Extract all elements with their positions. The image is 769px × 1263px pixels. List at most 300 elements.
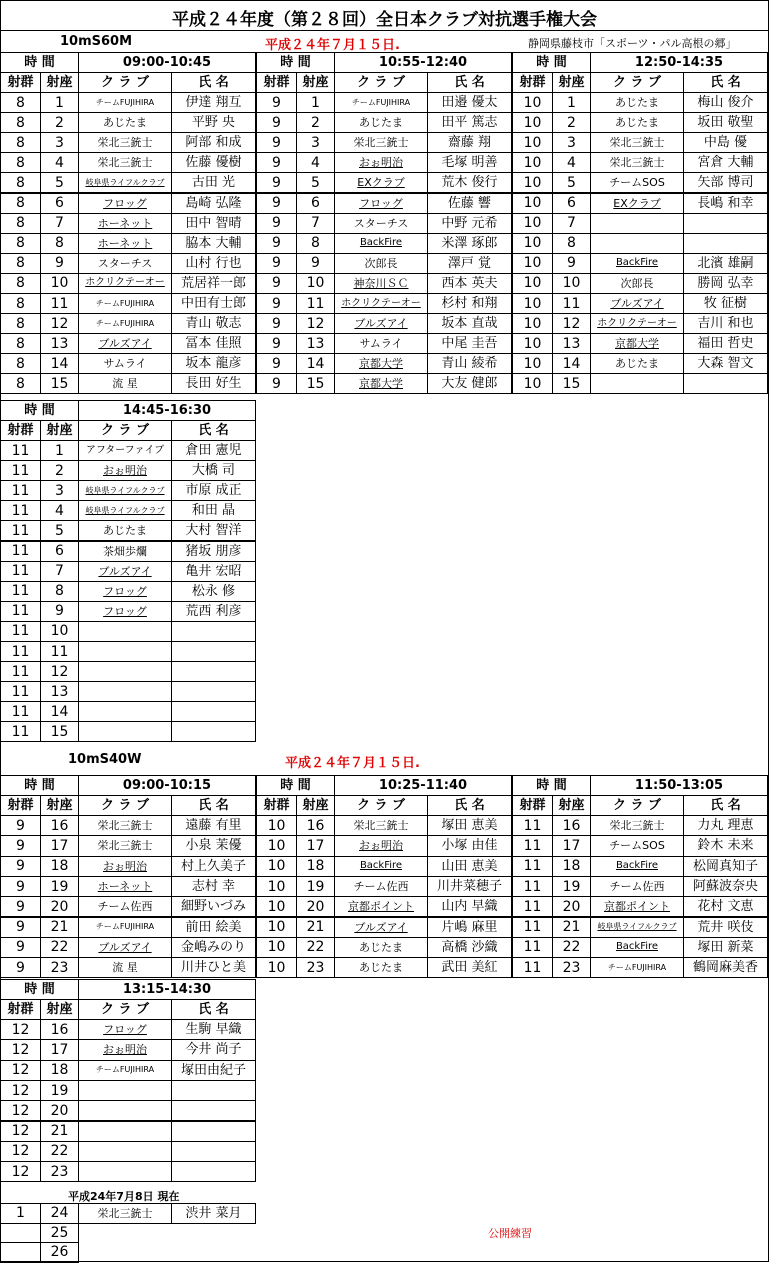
club-name: ホーネット xyxy=(78,233,172,254)
name-header: 氏 名 xyxy=(427,795,512,816)
club-name: 茶畑歩爛 xyxy=(78,541,172,562)
club-name: ブルズアイ xyxy=(78,937,172,958)
seat-number: 11 xyxy=(40,641,79,662)
athlete-name: 古田 光 xyxy=(171,172,256,193)
athlete-name: 金嶋みのり xyxy=(171,937,256,958)
seat-number: 8 xyxy=(552,233,591,254)
athlete-name: 冨本 佳照 xyxy=(171,333,256,354)
club-name xyxy=(78,1161,172,1182)
athlete-name: 米澤 琢郎 xyxy=(427,233,512,254)
club-name: 栄北三銃士 xyxy=(78,132,172,153)
athlete-name: 長田 好生 xyxy=(171,373,256,394)
seat-number: 16 xyxy=(40,1019,79,1040)
seat-number: 17 xyxy=(552,835,591,856)
group-number: 12 xyxy=(0,1039,41,1060)
time-label: 時 間 xyxy=(512,775,591,796)
seat-number: 24 xyxy=(40,1203,79,1224)
seat-number: 20 xyxy=(296,896,335,917)
club-name: ブルズアイ xyxy=(334,313,428,334)
group-number: 10 xyxy=(256,917,297,938)
group-number: 8 xyxy=(0,313,41,334)
group-number: 11 xyxy=(0,440,41,461)
group-header: 射群 xyxy=(0,795,41,816)
club-name: スターチス xyxy=(78,253,172,274)
seat-number: 3 xyxy=(552,132,591,153)
club-name: アフターファイブ xyxy=(78,440,172,461)
athlete-name: 荒居祥一郎 xyxy=(171,273,256,294)
group-number: 11 xyxy=(0,480,41,501)
athlete-name: 山田 恵美 xyxy=(427,856,512,877)
seat-number: 23 xyxy=(296,957,335,978)
time-slot-value: 14:45-16:30 xyxy=(78,400,256,421)
club-name: EXクラブ xyxy=(334,172,428,193)
club-name: ブルズアイ xyxy=(78,561,172,582)
athlete-name: 前田 絵美 xyxy=(171,917,256,938)
seat-number: 20 xyxy=(40,1100,79,1121)
group-number: 10 xyxy=(512,313,553,334)
seat-header: 射座 xyxy=(40,420,79,441)
athlete-name: 福田 哲史 xyxy=(683,333,768,354)
athlete-name: 塚田 新菜 xyxy=(683,937,768,958)
athlete-name: 塚田 恵美 xyxy=(427,815,512,836)
group-number: 8 xyxy=(0,193,41,214)
group-header: 射群 xyxy=(0,999,41,1020)
athlete-name: 遠藤 有里 xyxy=(171,815,256,836)
athlete-name xyxy=(171,701,256,722)
athlete-name: 志村 幸 xyxy=(171,876,256,897)
athlete-name xyxy=(171,621,256,642)
seat-number: 18 xyxy=(552,856,591,877)
club-name: サムライ xyxy=(78,353,172,374)
seat-number: 1 xyxy=(40,440,79,461)
athlete-name xyxy=(683,233,768,254)
name-header: 氏 名 xyxy=(171,999,256,1020)
athlete-name: 川井ひと美 xyxy=(171,957,256,978)
seat-number: 6 xyxy=(40,193,79,214)
time-label: 時 間 xyxy=(0,400,79,421)
group-number: 1 xyxy=(0,1203,41,1224)
club-name: 次郎長 xyxy=(334,253,428,274)
athlete-name: 阿部 和成 xyxy=(171,132,256,153)
group-number: 11 xyxy=(512,815,553,836)
group-number: 8 xyxy=(0,333,41,354)
group-number: 10 xyxy=(512,172,553,193)
club-name xyxy=(78,621,172,642)
seat-number: 5 xyxy=(552,172,591,193)
athlete-name: 倉田 憲児 xyxy=(171,440,256,461)
club-name: チーム佐西 xyxy=(590,876,684,897)
seat-header: 射座 xyxy=(40,795,79,816)
seat-number: 2 xyxy=(296,112,335,133)
seat-number: 16 xyxy=(296,815,335,836)
seat-number: 5 xyxy=(296,172,335,193)
seat-number: 3 xyxy=(296,132,335,153)
athlete-name: 島崎 弘隆 xyxy=(171,193,256,214)
athlete-name: 武田 美紅 xyxy=(427,957,512,978)
seat-header: 射座 xyxy=(552,795,591,816)
athlete-name: 大橋 司 xyxy=(171,460,256,481)
athlete-name: 吉川 和也 xyxy=(683,313,768,334)
group-number: 10 xyxy=(512,132,553,153)
club-name: おぉ明治 xyxy=(78,856,172,877)
seat-number: 14 xyxy=(296,353,335,374)
seat-number: 21 xyxy=(296,917,335,938)
club-name: フロッグ xyxy=(78,1019,172,1040)
club-name: フロッグ xyxy=(334,193,428,214)
club-name: チームFUJIHIRA xyxy=(78,293,172,314)
seat-number: 10 xyxy=(40,273,79,294)
club-name: 流 星 xyxy=(78,373,172,394)
club-name xyxy=(590,373,684,394)
group-number: 12 xyxy=(0,1100,41,1121)
group-number: 10 xyxy=(512,333,553,354)
club-name: 京都大学 xyxy=(334,353,428,374)
club-name: スターチス xyxy=(334,213,428,234)
group-number: 11 xyxy=(0,541,41,562)
club-name: フロッグ xyxy=(78,193,172,214)
group-number: 11 xyxy=(0,641,41,662)
club-name: チームFUJIHIRA xyxy=(78,1060,172,1081)
club-name: 京都大学 xyxy=(334,373,428,394)
seat-number: 8 xyxy=(40,581,79,602)
group-number: 9 xyxy=(0,917,41,938)
venue-text: 静岡県藤枝市「スポーツ・パル高根の郷」 xyxy=(528,37,737,50)
seat-number: 1 xyxy=(40,92,79,113)
club-header: ク ラ ブ xyxy=(78,999,172,1020)
seat-number: 10 xyxy=(40,621,79,642)
club-name: EXクラブ xyxy=(590,193,684,214)
club-name: あじたま xyxy=(334,112,428,133)
club-name: 栄北三銃士 xyxy=(590,152,684,173)
athlete-name xyxy=(171,1121,256,1142)
group-number: 10 xyxy=(256,937,297,958)
athlete-name: 山内 早織 xyxy=(427,896,512,917)
seat-number: 4 xyxy=(552,152,591,173)
seat-number: 25 xyxy=(40,1223,79,1244)
athlete-name xyxy=(171,641,256,662)
seat-number: 18 xyxy=(40,1060,79,1081)
athlete-name xyxy=(171,1080,256,1101)
seat-number: 12 xyxy=(296,313,335,334)
time-slot-value: 10:55-12:40 xyxy=(334,52,512,73)
athlete-name: 鶴岡麻美香 xyxy=(683,957,768,978)
club-name: 岐阜県ライフルクラブ xyxy=(78,480,172,501)
seat-number: 6 xyxy=(40,541,79,562)
athlete-name: 中野 元希 xyxy=(427,213,512,234)
seat-number: 9 xyxy=(40,253,79,274)
group-number: 11 xyxy=(0,561,41,582)
group-number: 11 xyxy=(512,835,553,856)
club-name: 岐阜県ライフルクラブ xyxy=(78,500,172,521)
time-label: 時 間 xyxy=(0,775,79,796)
event-date-men: 平成２４年７月１５日. xyxy=(265,38,400,53)
time-label: 時 間 xyxy=(256,52,335,73)
group-number: 10 xyxy=(256,835,297,856)
seat-number: 5 xyxy=(40,172,79,193)
group-number: 11 xyxy=(0,581,41,602)
athlete-name: 川井菜穂子 xyxy=(427,876,512,897)
group-number: 9 xyxy=(256,132,297,153)
athlete-name: 伊達 翔互 xyxy=(171,92,256,113)
athlete-name xyxy=(171,1161,256,1182)
title-divider xyxy=(0,30,769,31)
seat-header: 射座 xyxy=(296,72,335,93)
group-number: 11 xyxy=(0,721,41,742)
seat-number: 19 xyxy=(552,876,591,897)
seat-number: 12 xyxy=(40,661,79,682)
page-title: 平成２４年度（第２８回）全日本クラブ対抗選手権大会 xyxy=(172,10,597,30)
group-number: 9 xyxy=(256,333,297,354)
club-name: 京都大学 xyxy=(590,333,684,354)
group-number: 10 xyxy=(512,353,553,374)
club-name: BackFire xyxy=(590,253,684,274)
group-number: 10 xyxy=(512,293,553,314)
club-name xyxy=(78,641,172,662)
group-header: 射群 xyxy=(512,795,553,816)
club-name: フロッグ xyxy=(78,601,172,622)
group-header: 射群 xyxy=(256,795,297,816)
seat-number: 18 xyxy=(296,856,335,877)
group-number: 8 xyxy=(0,253,41,274)
athlete-name: 猪坂 朋彦 xyxy=(171,541,256,562)
club-name xyxy=(78,1141,172,1162)
club-name: フロッグ xyxy=(78,581,172,602)
time-slot-value: 11:50-13:05 xyxy=(590,775,768,796)
club-name: 栄北三銃士 xyxy=(78,1203,172,1224)
group-number: 9 xyxy=(256,353,297,374)
group-number: 11 xyxy=(512,856,553,877)
club-header: ク ラ ブ xyxy=(334,72,428,93)
seat-number: 16 xyxy=(552,815,591,836)
club-header: ク ラ ブ xyxy=(590,795,684,816)
seat-number: 14 xyxy=(40,701,79,722)
group-number: 12 xyxy=(0,1161,41,1182)
seat-number: 7 xyxy=(296,213,335,234)
athlete-name: 松岡真知子 xyxy=(683,856,768,877)
club-name: 栄北三銃士 xyxy=(78,815,172,836)
club-name: 次郎長 xyxy=(590,273,684,294)
group-number: 9 xyxy=(0,957,41,978)
club-name: BackFire xyxy=(590,856,684,877)
athlete-name: 毛塚 明善 xyxy=(427,152,512,173)
group-number: 11 xyxy=(0,681,41,702)
club-name: ホクリクテーオー xyxy=(334,293,428,314)
athlete-name xyxy=(683,213,768,234)
group-number: 11 xyxy=(0,661,41,682)
athlete-name: 西本 英夫 xyxy=(427,273,512,294)
club-name: チーム佐西 xyxy=(334,876,428,897)
group-number: 9 xyxy=(0,937,41,958)
athlete-name: 大村 智洋 xyxy=(171,520,256,541)
group-number: 9 xyxy=(256,193,297,214)
club-name xyxy=(78,721,172,742)
footer-date: 平成24年7月8日 現在 xyxy=(68,1190,180,1203)
group-number: 12 xyxy=(0,1019,41,1040)
seat-number: 19 xyxy=(296,876,335,897)
group-number xyxy=(0,1223,41,1244)
athlete-name: 中田有士郎 xyxy=(171,293,256,314)
athlete-name xyxy=(171,1100,256,1121)
athlete-name: 中島 優 xyxy=(683,132,768,153)
event-date-women: 平成２４年７月１５日. xyxy=(285,756,420,771)
seat-number: 13 xyxy=(40,681,79,702)
seat-number: 2 xyxy=(40,460,79,481)
seat-number: 13 xyxy=(552,333,591,354)
club-name: BackFire xyxy=(334,856,428,877)
club-name: 京都ポイント xyxy=(590,896,684,917)
group-number: 8 xyxy=(0,152,41,173)
club-name: チームFUJIHIRA xyxy=(78,917,172,938)
athlete-name: 坂田 敬聖 xyxy=(683,112,768,133)
club-name: チーム佐西 xyxy=(78,896,172,917)
group-number: 11 xyxy=(0,621,41,642)
group-number: 11 xyxy=(512,937,553,958)
group-number: 11 xyxy=(0,460,41,481)
club-name xyxy=(78,1121,172,1142)
club-name: チームFUJIHIRA xyxy=(334,92,428,113)
athlete-name: 田中 智晴 xyxy=(171,213,256,234)
athlete-name: 鈴木 未来 xyxy=(683,835,768,856)
athlete-name xyxy=(171,661,256,682)
club-name: 栄北三銃士 xyxy=(334,815,428,836)
seat-number: 8 xyxy=(40,233,79,254)
group-number: 9 xyxy=(256,213,297,234)
group-number: 9 xyxy=(256,112,297,133)
group-number: 8 xyxy=(0,172,41,193)
club-name: 栄北三銃士 xyxy=(590,815,684,836)
seat-number: 8 xyxy=(296,233,335,254)
name-header: 氏 名 xyxy=(683,72,768,93)
public-practice-label: 公開練習 xyxy=(488,1227,532,1240)
club-name: ホーネット xyxy=(78,876,172,897)
athlete-name: 青山 綾希 xyxy=(427,353,512,374)
club-name: 栄北三銃士 xyxy=(590,132,684,153)
seat-number: 13 xyxy=(40,333,79,354)
athlete-name: 阿蘇波奈央 xyxy=(683,876,768,897)
athlete-name: 小塚 由佳 xyxy=(427,835,512,856)
athlete-name: 齋藤 翔 xyxy=(427,132,512,153)
club-name: ホクリクテーオー xyxy=(590,313,684,334)
time-label: 時 間 xyxy=(0,52,79,73)
group-number: 10 xyxy=(512,233,553,254)
athlete-name: 細野いづみ xyxy=(171,896,256,917)
seat-number: 20 xyxy=(552,896,591,917)
athlete-name: 荒井 咲伎 xyxy=(683,917,768,938)
athlete-name: 中尾 圭吾 xyxy=(427,333,512,354)
time-label: 時 間 xyxy=(0,979,79,1000)
seat-number: 4 xyxy=(40,152,79,173)
seat-number: 1 xyxy=(296,92,335,113)
group-number: 9 xyxy=(256,152,297,173)
club-name xyxy=(78,701,172,722)
club-name xyxy=(590,233,684,254)
seat-number: 12 xyxy=(552,313,591,334)
time-slot-value: 09:00-10:45 xyxy=(78,52,256,73)
seat-number: 15 xyxy=(40,373,79,394)
athlete-name: 力丸 理恵 xyxy=(683,815,768,836)
club-name: あじたま xyxy=(334,937,428,958)
seat-number: 21 xyxy=(40,917,79,938)
seat-number: 21 xyxy=(40,1121,79,1142)
seat-number: 17 xyxy=(40,1039,79,1060)
club-name: ブルズアイ xyxy=(334,917,428,938)
group-number: 9 xyxy=(256,172,297,193)
seat-header: 射座 xyxy=(296,795,335,816)
club-name: サムライ xyxy=(334,333,428,354)
club-name: あじたま xyxy=(334,957,428,978)
club-name: 岐阜県ライフルクラブ xyxy=(78,172,172,193)
athlete-name: 片嶋 麻里 xyxy=(427,917,512,938)
seat-number: 23 xyxy=(40,1161,79,1182)
athlete-name: 山村 行也 xyxy=(171,253,256,274)
athlete-name: 佐藤 優樹 xyxy=(171,152,256,173)
group-number: 10 xyxy=(256,856,297,877)
group-number: 12 xyxy=(0,1121,41,1142)
club-name: チームSOS xyxy=(590,172,684,193)
athlete-name: 荒木 俊行 xyxy=(427,172,512,193)
athlete-name: 大友 健郎 xyxy=(427,373,512,394)
group-header: 射群 xyxy=(512,72,553,93)
club-name: おぉ明治 xyxy=(78,1039,172,1060)
club-name: あじたま xyxy=(78,520,172,541)
group-number: 12 xyxy=(0,1080,41,1101)
seat-number: 2 xyxy=(40,112,79,133)
name-header: 氏 名 xyxy=(427,72,512,93)
athlete-name: 花村 文恵 xyxy=(683,896,768,917)
seat-number: 11 xyxy=(296,293,335,314)
club-name: 京都ポイント xyxy=(334,896,428,917)
group-number: 8 xyxy=(0,112,41,133)
seat-number: 9 xyxy=(40,601,79,622)
group-number: 11 xyxy=(512,917,553,938)
athlete-name: 大森 智文 xyxy=(683,353,768,374)
seat-number: 11 xyxy=(552,293,591,314)
athlete-name: 澤戸 覚 xyxy=(427,253,512,274)
seat-number: 22 xyxy=(296,937,335,958)
seat-number: 6 xyxy=(296,193,335,214)
club-name: ブルズアイ xyxy=(590,293,684,314)
seat-number: 10 xyxy=(552,273,591,294)
group-number: 10 xyxy=(512,112,553,133)
seat-number: 21 xyxy=(552,917,591,938)
club-name: おぉ明治 xyxy=(78,460,172,481)
athlete-name: 村上久美子 xyxy=(171,856,256,877)
group-number: 10 xyxy=(512,273,553,294)
group-number: 9 xyxy=(256,92,297,113)
athlete-name: 平野 央 xyxy=(171,112,256,133)
group-number: 8 xyxy=(0,353,41,374)
group-number: 11 xyxy=(512,957,553,978)
club-header: ク ラ ブ xyxy=(590,72,684,93)
seat-number: 22 xyxy=(40,1141,79,1162)
event-name-women: 10mS40W xyxy=(68,752,142,767)
group-number: 8 xyxy=(0,213,41,234)
seat-header: 射座 xyxy=(40,999,79,1020)
group-number: 11 xyxy=(0,500,41,521)
club-name: 栄北三銃士 xyxy=(78,835,172,856)
group-number: 12 xyxy=(0,1060,41,1081)
name-header: 氏 名 xyxy=(171,72,256,93)
athlete-name: 矢部 博司 xyxy=(683,172,768,193)
seat-number: 9 xyxy=(296,253,335,274)
event-name-men: 10mS60M xyxy=(60,34,133,49)
club-name: おぉ明治 xyxy=(334,835,428,856)
seat-number: 7 xyxy=(552,213,591,234)
athlete-name: 長嶋 和幸 xyxy=(683,193,768,214)
athlete-name xyxy=(171,721,256,742)
athlete-name: 亀井 宏昭 xyxy=(171,561,256,582)
group-number: 9 xyxy=(256,293,297,314)
